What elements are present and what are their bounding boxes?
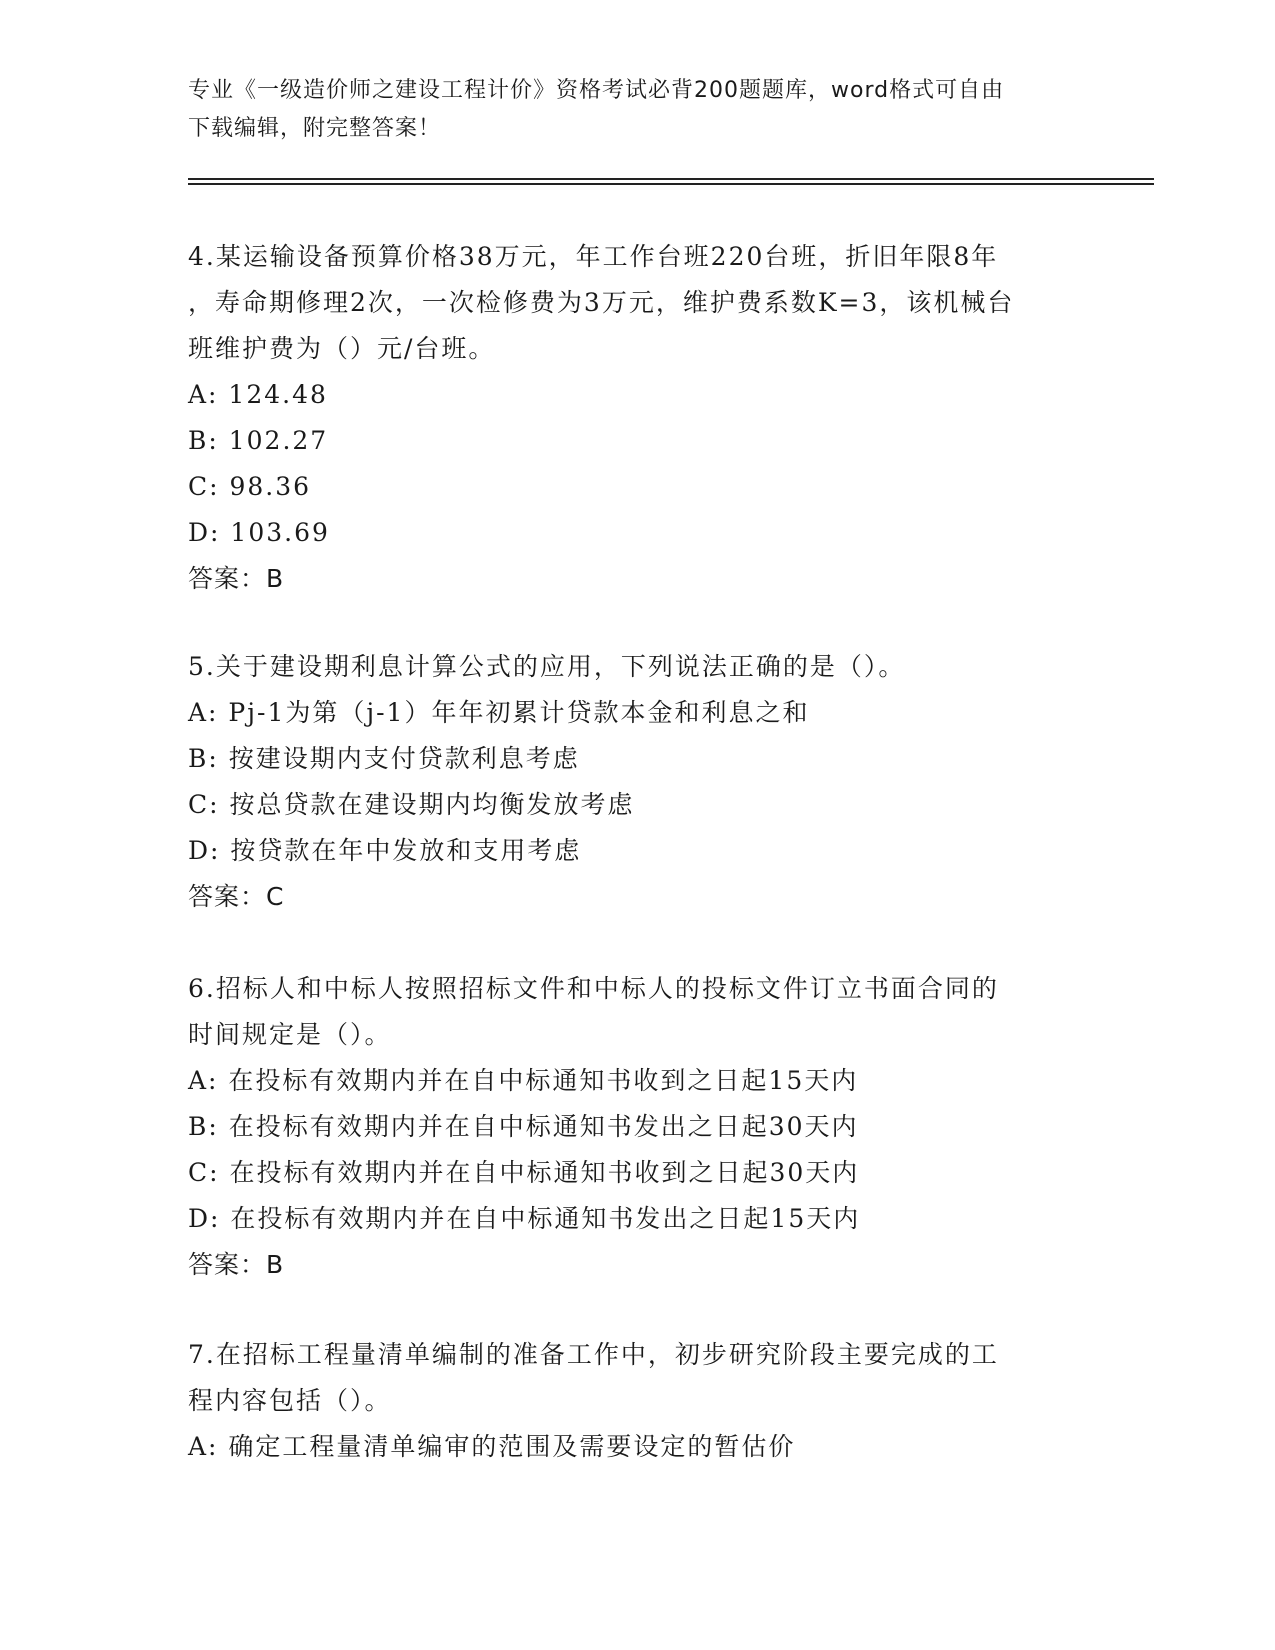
option-a: A: 在投标有效期内并在自中标通知书收到之日起15天内 [188,1066,859,1095]
question-4 [188,234,1088,602]
option-b: B: 按建设期内支付贷款利息考虑 [188,744,580,773]
option-c: C: 在投标有效期内并在自中标通知书收到之日起30天内 [188,1158,860,1187]
option-a: A: 确定工程量清单编审的范围及需要设定的暂估价 [188,1432,796,1461]
question-stem-line: 4.某运输设备预算价格38万元，年工作台班220台班，折旧年限8年 [188,242,999,271]
header-line-1: 专业《一级造价师之建设工程计价》资格考试必背200题题库，word格式可自由 [188,78,1005,103]
question-5 [188,644,1088,920]
option-b: B: 102.27 [188,426,329,455]
question-stem-line: 6.招标人和中标人按照招标文件和中标人的投标文件订立书面合同的 [188,974,999,1003]
option-b: B: 在投标有效期内并在自中标通知书发出之日起30天内 [188,1112,859,1141]
question-stem-line: ，寿命期修理2次，一次检修费为3万元，维护费系数K=3，该机械台 [188,288,1015,317]
question-stem-line: 7.在招标工程量清单编制的准备工作中，初步研究阶段主要完成的工 [188,1340,999,1369]
document-header [188,72,1088,148]
option-a: A: 124.48 [188,380,328,409]
question-stem-line: 班维护费为（）元/台班。 [188,334,496,363]
option-d: D: 在投标有效期内并在自中标通知书发出之日起15天内 [188,1204,861,1233]
answer-line: 答案：B [188,1250,285,1279]
header-divider-bottom [188,183,1154,185]
question-7 [188,1332,1088,1470]
header-divider-top [188,178,1154,180]
option-a: A: Pj-1为第（j-1）年年初累计贷款本金和利息之和 [188,698,810,727]
question-stem-line: 程内容包括（）。 [188,1386,392,1415]
header-line-2: 下载编辑，附完整答案！ [188,116,442,141]
question-stem-line: 5.关于建设期利息计算公式的应用，下列说法正确的是（）。 [188,652,906,681]
question-6 [188,966,1088,1288]
option-d: D: 按贷款在年中发放和支用考虑 [188,836,582,865]
option-d: D: 103.69 [188,518,330,547]
answer-line: 答案：B [188,564,285,593]
option-c: C: 98.36 [188,472,312,501]
answer-line: 答案：C [188,882,285,911]
question-stem-line: 时间规定是（）。 [188,1020,392,1049]
option-c: C: 按总贷款在建设期内均衡发放考虑 [188,790,635,819]
